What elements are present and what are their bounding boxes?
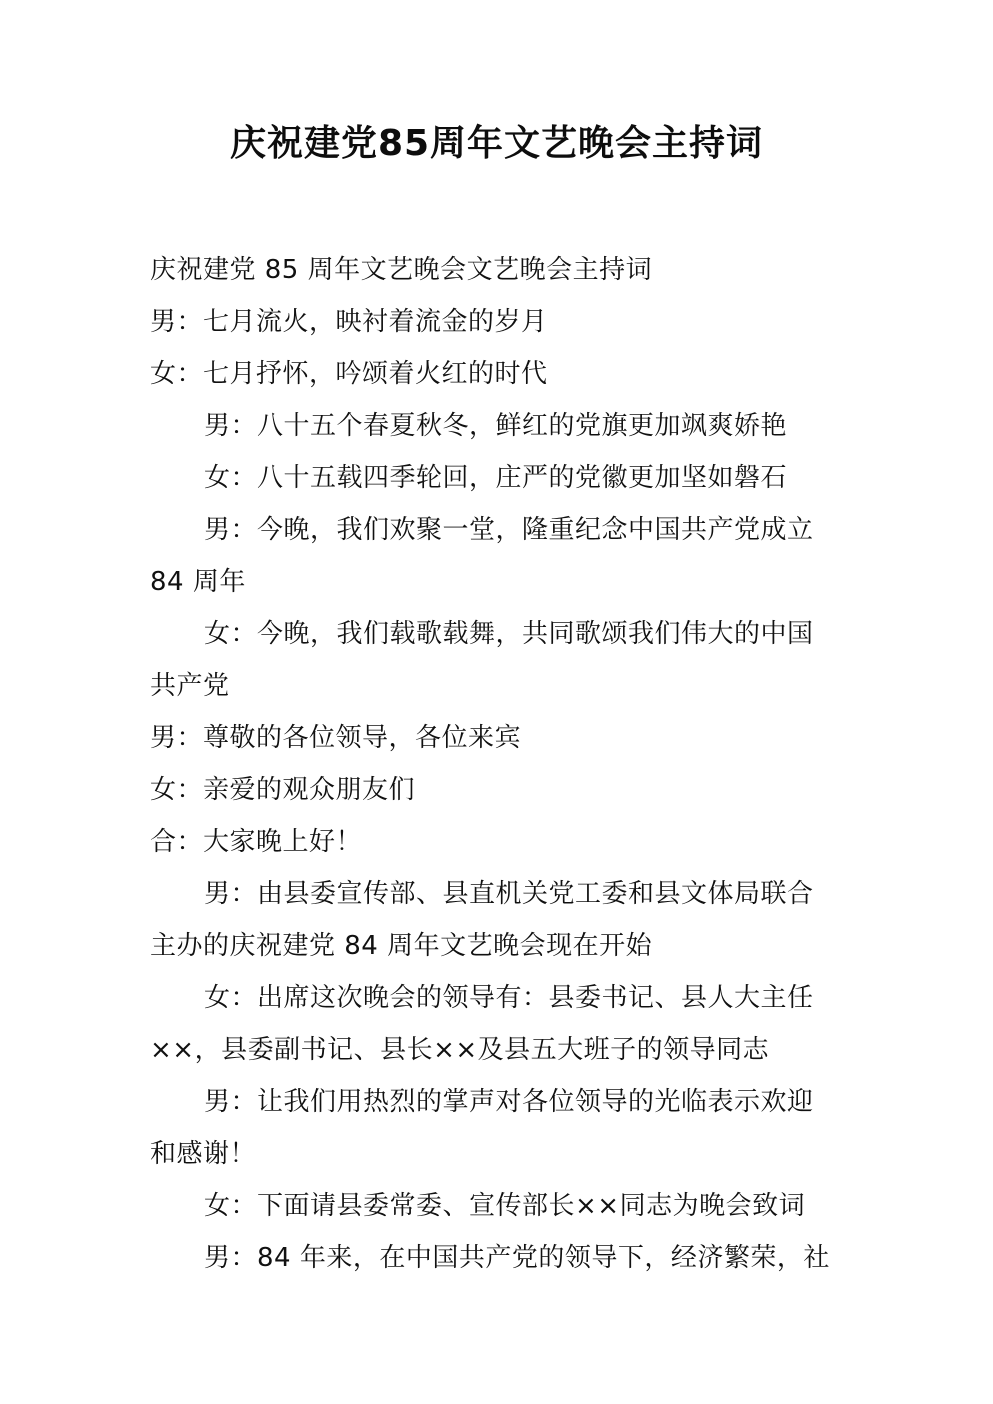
text-line: 男：七月流火，映衬着流金的岁月 [150, 307, 548, 337]
text-line: 女：亲爱的观众朋友们 [150, 775, 416, 805]
text-line: 女：八十五载四季轮回，庄严的党徽更加坚如磐石 [204, 463, 788, 493]
text-line: 共产党 [150, 671, 230, 701]
text-line: 女：下面请县委常委、宣传部长××同志为晚会致词 [204, 1191, 806, 1221]
text-line: 和感谢！ [150, 1139, 257, 1169]
text-line: 合：大家晚上好！ [150, 827, 363, 857]
text-line: 男：尊敬的各位领导，各位来宾 [150, 723, 522, 753]
text-line: 男：让我们用热烈的掌声对各位领导的光临表示欢迎 [204, 1087, 814, 1117]
text-line: 女：七月抒怀，吟颂着火红的时代 [150, 359, 548, 389]
text-line: 主办的庆祝建党 84 周年文艺晚会现在开始 [150, 931, 653, 961]
page-title: 庆祝建党85周年文艺晚会主持词 [229, 123, 764, 164]
text-line: 男：八十五个春夏秋冬，鲜红的党旗更加飒爽娇艳 [204, 411, 788, 441]
text-line: 庆祝建党 85 周年文艺晚会文艺晚会主持词 [150, 255, 653, 285]
text-line: 男：今晚，我们欢聚一堂，隆重纪念中国共产党成立 [204, 515, 814, 545]
text-line: ××，县委副书记、县长××及县五大班子的领导同志 [150, 1035, 770, 1065]
text-line: 女：出席这次晚会的领导有：县委书记、县人大主任 [204, 983, 814, 1013]
text-line: 男：由县委宣传部、县直机关党工委和县文体局联合 [204, 879, 814, 909]
text-line: 男：84 年来，在中国共产党的领导下，经济繁荣，社 [204, 1243, 830, 1273]
document-body [150, 244, 830, 1284]
text-line: 84 周年 [150, 567, 246, 597]
text-line: 女：今晚，我们载歌载舞，共同歌颂我们伟大的中国 [204, 619, 814, 649]
